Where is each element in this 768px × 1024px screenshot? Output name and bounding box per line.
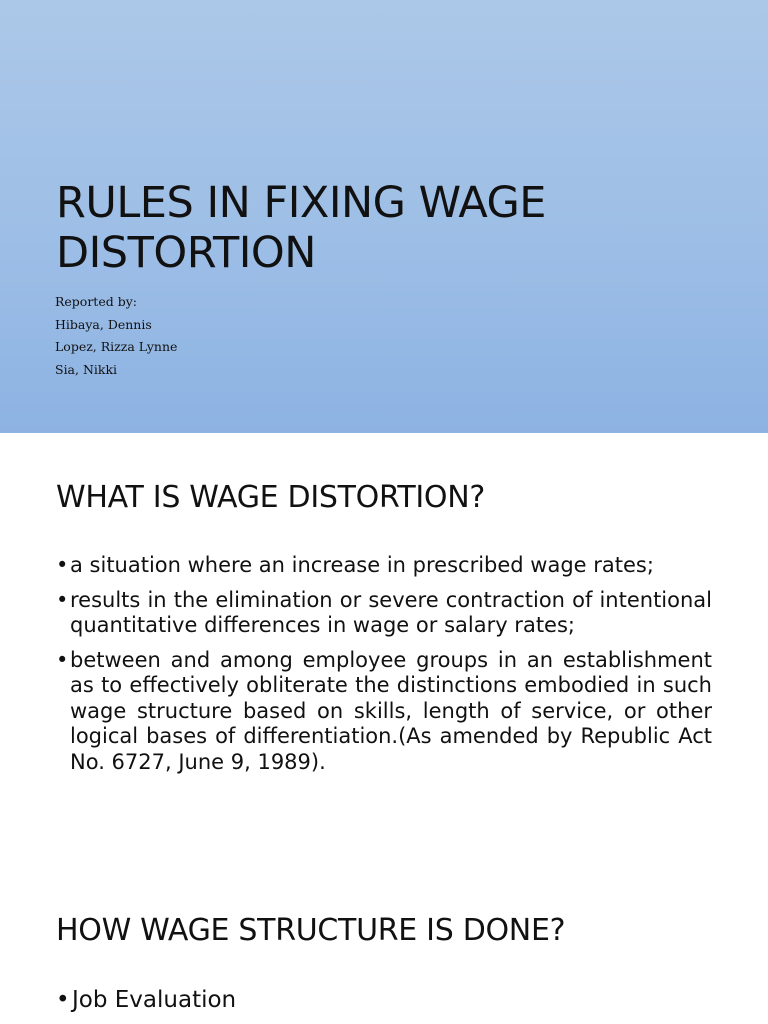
section-heading-what-is-wage-distortion: WHAT IS WAGE DISTORTION?: [56, 480, 486, 515]
wage-structure-bullet-list: [56, 986, 236, 1014]
slide-title-line-2: DISTORTION: [56, 228, 316, 278]
bullet-item: [56, 648, 712, 776]
definition-bullet-list: [56, 553, 712, 784]
slide-title-line-1: RULES IN FIXING WAGE: [56, 178, 546, 228]
bullet-dot-icon: •: [56, 587, 69, 612]
section-heading-how-wage-structure-is-done: HOW WAGE STRUCTURE IS DONE?: [56, 913, 566, 948]
content-slide: [0, 433, 768, 1024]
reporter-name: Sia, Nikki: [55, 362, 118, 378]
slide-title: [56, 178, 736, 278]
reported-by-label: Reported by:: [55, 294, 137, 309]
bullet-item: [56, 986, 236, 1014]
bullet-text: Job Evaluation: [72, 987, 237, 1013]
bullet-item: [56, 588, 712, 639]
bullet-item: [56, 553, 712, 579]
bullet-dot-icon: •: [56, 553, 69, 577]
reporters-list: [55, 291, 177, 382]
bullet-dot-icon: •: [56, 987, 70, 1013]
bullet-dot-icon: •: [56, 647, 69, 672]
reporter-name: Hibaya, Dennis: [55, 316, 152, 332]
bullet-text: a situation where an increase in prescribed wage rates;: [70, 553, 654, 577]
bullet-text: between and among employee groups in an establishment as to effectively obliterate the distinctions embodied in such wage structure based on skills, length of service, or other logical bases of differentiation.(As amended by Republic Act No. 6727, June 9, 1989).: [70, 647, 712, 774]
reporter-name: Lopez, Rizza Lynne: [55, 339, 178, 355]
title-slide: [0, 0, 768, 433]
bullet-text: results in the elimination or severe contraction of intentional quantitative differences in wage or salary rates;: [70, 587, 712, 637]
